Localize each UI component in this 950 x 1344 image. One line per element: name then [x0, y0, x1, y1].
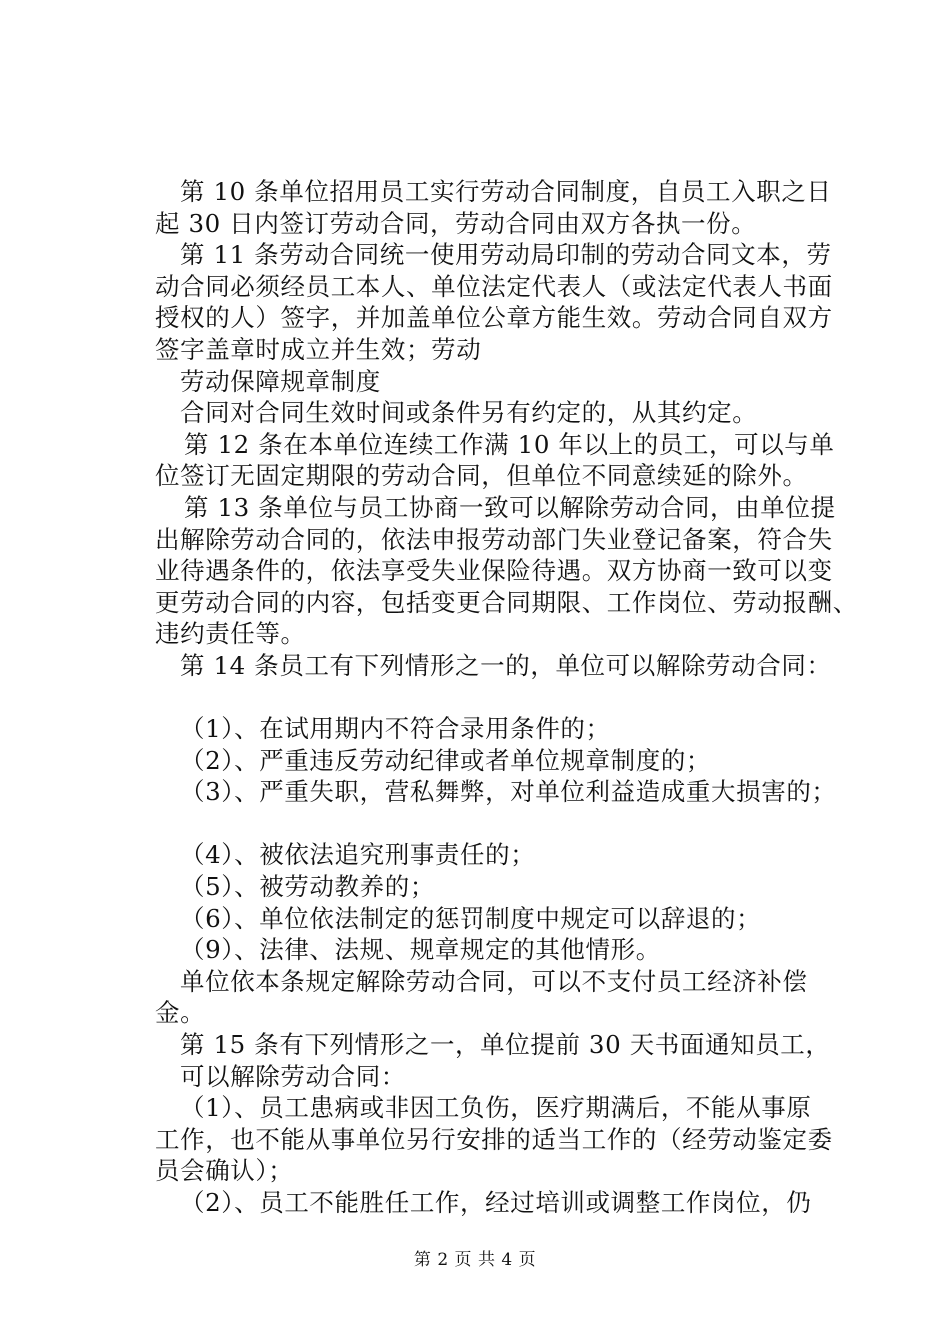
- text-line: 可以解除劳动合同：: [180, 1061, 406, 1091]
- text-line: 金。: [155, 998, 206, 1028]
- text-line: 第 11 条劳动合同统一使用劳动局印制的劳动合同文本，劳: [180, 240, 832, 270]
- text-line: （2）、严重违反劳动纪律或者单位规章制度的；: [180, 745, 712, 775]
- text-line: 出解除劳动合同的，依法申报劳动部门失业登记备案，符合失: [155, 524, 833, 554]
- text-line: 签字盖章时成立并生效；劳动: [155, 334, 482, 364]
- text-line: 第 10 条单位招用员工实行劳动合同制度，自员工入职之日: [180, 177, 832, 206]
- text-line: 工作，也不能从事单位另行安排的适当工作的（经劳动鉴定委: [155, 1124, 833, 1154]
- blank-line: [155, 682, 865, 714]
- blank-line: [155, 808, 865, 840]
- text-line: （1）、在试用期内不符合录用条件的；: [180, 714, 611, 744]
- text-line: 授权的人）签字，并加盖单位公章方能生效。劳动合同自双方: [155, 303, 833, 333]
- text-line: （1）、员工患病或非因工负伤，医疗期满后，不能从事原: [180, 1093, 812, 1123]
- page-footer: 第 2 页 共 4 页: [413, 1250, 537, 1270]
- text-line: 员会确认）；: [155, 1156, 294, 1186]
- text-line: （6）、单位依法制定的惩罚制度中规定可以辞退的；: [180, 903, 762, 933]
- text-line: 第 12 条在本单位连续工作满 10 年以上的员工，可以与单: [184, 429, 835, 459]
- text-line: 起 30 日内签订劳动合同，劳动合同由双方各执一份。: [155, 208, 757, 238]
- text-line: 第 13 条单位与员工协商一致可以解除劳动合同，由单位提: [184, 492, 836, 522]
- text-line: 第 15 条有下列情形之一，单位提前 30 天书面通知员工，: [180, 1030, 831, 1060]
- text-line: 更劳动合同的内容，包括变更合同期限、工作岗位、劳动报酬、: [155, 587, 858, 617]
- text-line: 合同对合同生效时间或条件另有约定的，从其约定。: [180, 398, 758, 428]
- text-line: 位签订无固定期限的劳动合同，但单位不同意续延的除外。: [155, 461, 808, 491]
- text-line: 违约责任等。: [155, 619, 306, 649]
- text-line: 动合同必须经员工本人、单位法定代表人（或法定代表人书面: [155, 271, 833, 301]
- text-line: 单位依本条规定解除劳动合同，可以不支付员工经济补偿: [180, 966, 808, 996]
- text-line: （5）、被劳动教养的；: [180, 872, 435, 902]
- text-line: 业待遇条件的，依法享受失业保险待遇。双方协商一致可以变: [155, 556, 833, 586]
- document-body: [155, 176, 865, 1219]
- text-line: （2）、员工不能胜任工作，经过培训或调整工作岗位，仍: [180, 1188, 812, 1217]
- text-line: 第 14 条员工有下列情形之一的，单位可以解除劳动合同：: [180, 650, 832, 680]
- text-line: （3）、严重失职，营私舞弊，对单位利益造成重大损害的；: [180, 777, 837, 807]
- text-line: 劳动保障规章制度: [180, 366, 381, 396]
- text-line: （9）、法律、法规、规章规定的其他情形。: [180, 935, 661, 965]
- text-line: （4）、被依法追究刑事责任的；: [180, 840, 536, 870]
